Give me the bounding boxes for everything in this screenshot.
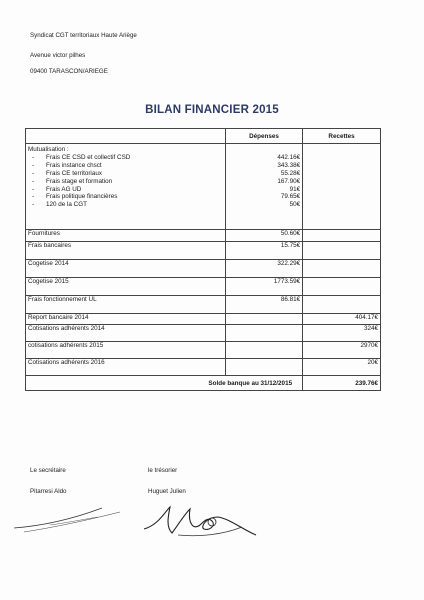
mutualisation-item: [28, 178, 223, 186]
mutualisation-row: [26, 144, 381, 230]
row-label: Cotisations adhérents 2014: [26, 325, 226, 342]
tresorier-title: le trésorier: [148, 467, 178, 474]
row-label: Frais fonctionnement UL: [26, 296, 226, 314]
table-rows: [26, 230, 381, 376]
row-label: Cogetise 2014: [26, 260, 226, 278]
item-depense: 343.38€: [277, 161, 301, 169]
table-row: [26, 242, 381, 260]
table-row: [26, 359, 381, 376]
row-label: Cotisations adhérents 2016: [26, 359, 226, 376]
item-depense: 50€: [289, 201, 301, 209]
table-row: [26, 325, 381, 342]
item-label: Frais CE territoriaux: [46, 169, 102, 177]
row-depense: 86.81€: [225, 296, 302, 314]
row-depense: [225, 314, 302, 325]
row-recette: [303, 296, 381, 314]
header-depenses: Dépenses: [225, 129, 302, 144]
secretaire-signature: [10, 498, 140, 538]
mutualisation-recettes-cell: [303, 144, 381, 230]
item-label: 120 de la CGT: [46, 201, 87, 209]
table-row: [26, 278, 381, 296]
solde-label: Solde banque au 31/12/2015: [26, 376, 303, 391]
row-depense: [225, 342, 302, 359]
item-dash: -: [32, 161, 35, 169]
mutualisation-label-cell: [26, 144, 226, 230]
solde-row: [26, 376, 381, 391]
row-recette: [303, 230, 381, 242]
header-blank-cell: [26, 129, 226, 144]
item-label: Frais politique financières: [46, 193, 118, 201]
org-name: Syndicat CGT territoriaux Haute Ariège: [30, 32, 137, 39]
row-label: Fournitures: [26, 230, 226, 242]
secretaire-title: Le secrétaire: [30, 467, 66, 474]
table-row: [26, 230, 381, 242]
mutualisation-depenses-cell: [225, 144, 302, 230]
item-label: Frais instance chsct: [46, 161, 102, 169]
mutualisation-items: [28, 154, 223, 209]
row-label: Report bancaire 2014: [26, 314, 226, 325]
mutualisation-item: [28, 162, 223, 170]
table-row: [26, 342, 381, 359]
row-recette: [303, 260, 381, 278]
mutualisation-item: [28, 170, 223, 178]
item-depense: 442.16€: [277, 153, 301, 161]
mutualisation-label: Mutualisation :: [28, 146, 69, 153]
item-label: Frais AG UD: [46, 185, 82, 193]
item-dash: -: [32, 169, 35, 177]
item-depense: 167.90€: [277, 177, 301, 185]
row-label: Frais bancaires: [26, 242, 226, 260]
mutualisation-item: [28, 154, 223, 162]
row-depense: 50.60€: [225, 230, 302, 242]
solde-value: 239.76€: [303, 376, 381, 391]
tresorier-signature: [138, 495, 268, 545]
item-dash: -: [32, 177, 35, 185]
item-depense: 91€: [289, 185, 301, 193]
row-recette: 2970€: [303, 342, 381, 359]
mutualisation-item: [28, 193, 223, 201]
tresorier-name: Huguet Julien: [148, 488, 186, 495]
org-street: Avenue victor pilhes: [30, 52, 86, 59]
row-recette: [303, 242, 381, 260]
secretaire-name: Pitarresi Aldo: [30, 488, 67, 495]
item-dash: -: [32, 193, 35, 201]
row-depense: 322.29€: [225, 260, 302, 278]
item-dash: -: [32, 153, 35, 161]
item-label: Frais CE CSD et collectif CSD: [46, 153, 131, 161]
row-recette: 404.17€: [303, 314, 381, 325]
row-depense: [225, 359, 302, 376]
row-depense: [225, 325, 302, 342]
item-dash: -: [32, 185, 35, 193]
mutualisation-values: [228, 154, 300, 209]
table-row: [26, 314, 381, 325]
item-dash: -: [32, 201, 35, 209]
row-recette: 20€: [303, 359, 381, 376]
mutualisation-item: [28, 186, 223, 194]
row-label: Cogetise 2015: [26, 278, 226, 296]
item-label: Frais stage et formation: [46, 177, 113, 185]
item-depense: 55.28€: [280, 169, 301, 177]
financial-table: [25, 128, 381, 391]
org-city: 09400 TARASCON/ARIEGE: [30, 68, 108, 75]
row-recette: [303, 278, 381, 296]
row-label: cotisations adhérents 2015: [26, 342, 226, 359]
row-depense: 1773.59€: [225, 278, 302, 296]
header-recettes: Recettes: [303, 129, 381, 144]
mutualisation-item: [28, 201, 223, 209]
table-row: [26, 296, 381, 314]
row-recette: 324€: [303, 325, 381, 342]
item-depense: 79.65€: [280, 193, 301, 201]
row-depense: 15.75€: [225, 242, 302, 260]
document-title: BILAN FINANCIER 2015: [145, 104, 279, 116]
table-header-row: [26, 129, 381, 144]
table-row: [26, 260, 381, 278]
